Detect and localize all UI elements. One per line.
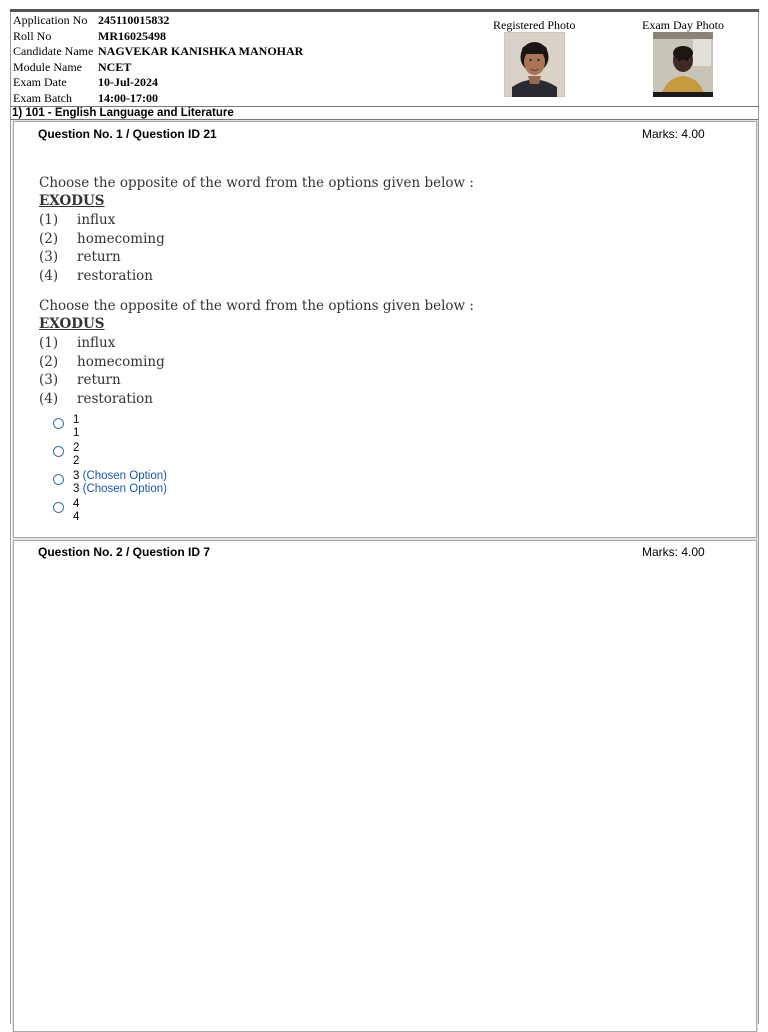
option-number: (4) [39, 267, 59, 284]
info-label: Roll No [13, 28, 52, 43]
radio-circle-icon[interactable] [53, 474, 64, 485]
frame-right-border [758, 12, 759, 1024]
question-prompt: Choose the opposite of the word from the options given below : [39, 175, 474, 191]
answer-line [73, 442, 79, 455]
exam-date-row [13, 75, 303, 91]
option-text: return [77, 372, 121, 388]
info-label: Candidate Name [13, 44, 94, 58]
option-line [39, 390, 474, 409]
answer-line [73, 427, 79, 440]
option-line [39, 371, 474, 390]
option-line [39, 211, 474, 230]
frame-left-border [10, 12, 11, 1024]
question-marks: Marks: 4.00 [642, 545, 705, 559]
option-number: (1) [39, 212, 59, 228]
info-label: Module Name [13, 59, 82, 74]
radio-circle-icon[interactable] [53, 502, 64, 513]
option-text: restoration [77, 267, 153, 284]
option-text: influx [77, 335, 116, 351]
answer-line [73, 511, 79, 524]
info-label: Application No [13, 13, 88, 27]
option-number: (2) [39, 230, 59, 247]
option-line [39, 353, 474, 372]
answer-line [73, 498, 79, 511]
option-text: return [77, 249, 121, 265]
option-line [39, 334, 474, 353]
chosen-option-label: (Chosen Option) [82, 470, 167, 482]
question-title: Question No. 2 / Question ID 7 [38, 545, 211, 559]
option-text: homecoming [77, 230, 165, 247]
option-line [39, 230, 474, 249]
option-line [39, 267, 474, 286]
registered-photo [504, 32, 565, 97]
info-value: MR16025498 [98, 28, 166, 43]
option-text: restoration [77, 390, 153, 407]
module-name-row [13, 60, 303, 76]
section-title: 1) 101 - English Language and Literature [12, 107, 234, 119]
option-text: influx [77, 212, 116, 228]
option-number: (1) [39, 335, 59, 351]
top-rule [10, 9, 759, 12]
answer-value: 3 [73, 483, 80, 495]
answer-line [73, 455, 79, 468]
roll-no-row [13, 29, 303, 45]
option-number: (4) [39, 390, 59, 407]
candidate-name-row [13, 44, 303, 60]
registered-photo-label: Registered Photo [493, 18, 576, 32]
info-value: NAGVEKAR KANISHKA MANOHAR [98, 44, 304, 58]
answer-value: 3 [73, 470, 80, 482]
question-marks: Marks: 4.00 [642, 127, 705, 141]
answer-value: 1 [73, 427, 80, 439]
answer-value: 2 [73, 442, 80, 454]
option-line [39, 248, 474, 267]
answer-line [73, 414, 79, 427]
question-text-block [39, 174, 474, 285]
info-label: Exam Date [13, 75, 67, 89]
info-value: NCET [98, 59, 132, 74]
question-keyword: EXODUS [39, 316, 105, 332]
info-value: 245110015832 [98, 13, 170, 27]
question-card-2 [13, 540, 757, 1032]
candidate-info [13, 13, 303, 106]
option-text: homecoming [77, 353, 165, 370]
option-number: (3) [39, 249, 59, 265]
question-title: Question No. 1 / Question ID 21 [38, 127, 217, 141]
question-prompt: Choose the opposite of the word from the options given below : [39, 298, 474, 314]
chosen-option-label: (Chosen Option) [82, 483, 167, 495]
question-text-block [39, 297, 474, 408]
exam-day-photo [653, 32, 713, 97]
section-separator [10, 119, 759, 120]
application-no-row [13, 13, 303, 29]
answer-value: 4 [73, 511, 80, 523]
option-number: (2) [39, 353, 59, 370]
radio-circle-icon[interactable] [53, 446, 64, 457]
answer-value: 2 [73, 455, 80, 467]
answer-value: 1 [73, 414, 80, 426]
info-label: Exam Batch [13, 90, 72, 105]
answer-line [73, 483, 167, 496]
exam-day-photo-label: Exam Day Photo [642, 18, 724, 32]
info-value: 10-Jul-2024 [98, 75, 158, 89]
answer-value: 4 [73, 498, 80, 510]
answer-line [73, 470, 167, 483]
radio-circle-icon[interactable] [53, 418, 64, 429]
option-number: (3) [39, 372, 59, 388]
info-value: 14:00-17:00 [98, 90, 158, 105]
exam-batch-row [13, 91, 303, 107]
question-keyword: EXODUS [39, 193, 105, 209]
